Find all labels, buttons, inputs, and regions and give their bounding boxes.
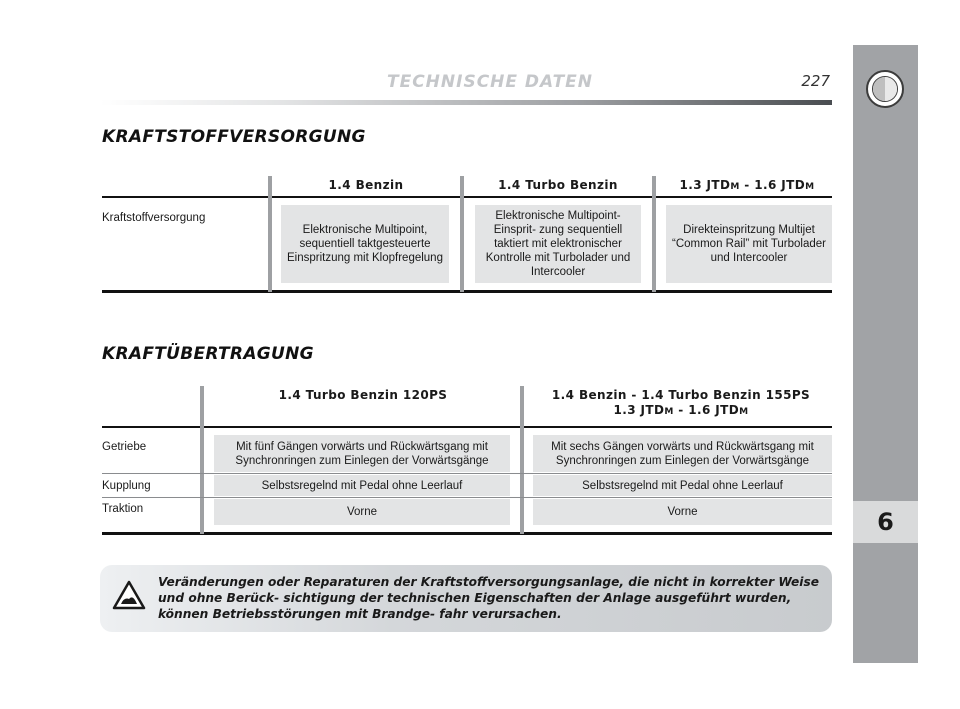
header-rule — [100, 100, 832, 105]
column-divider — [200, 386, 204, 534]
table-cell: Elektronische Multipoint, sequentiell taktgesteuerte Einspritzung mit Klopfregelung — [281, 205, 449, 283]
row-divider — [102, 473, 832, 474]
table-cell: Selbstsregelnd mit Pedal ohne Leerlauf — [214, 475, 510, 496]
column-header-1-4-turbo-benzin: 1.4 Turbo Benzin — [498, 178, 618, 192]
section-title-fuel: KRAFTSTOFFVERSORGUNG — [102, 127, 366, 147]
column-divider — [460, 176, 464, 292]
row-divider — [102, 497, 832, 498]
table-top-rule — [102, 196, 832, 198]
warning-triangle-icon — [112, 580, 146, 610]
row-label-gearbox: Getriebe — [102, 441, 147, 453]
table-bottom-rule — [102, 290, 832, 293]
table-cell: Mit sechs Gängen vorwärts und Rückwärtsgang mit Synchronringen zum Einlegen der Vorwärtsgänge — [533, 435, 832, 472]
warning-text: Veränderungen oder Reparaturen der Kraftstoffversorgungsanlage, die nicht in korrekter Weise und ohne Berück- sichtigung der technischen Eigenschaften der Anlage ausgeführt wurden, können Betriebsstörungen mit Brandge- fahr verursachen. — [158, 575, 819, 621]
column-divider — [268, 176, 272, 292]
section-title-transmission: KRAFTÜBERTRAGUNG — [102, 344, 314, 364]
table-cell: Selbstsregelnd mit Pedal ohne Leerlauf — [533, 475, 832, 496]
row-label-clutch: Kupplung — [102, 480, 151, 492]
row-label-fuel-supply: Kraftstoffversorgung — [102, 212, 206, 224]
column-header-155ps-jtdm: 1.4 Benzin - 1.4 Turbo Benzin 155PS 1.3 JTDM - 1.6 JTDM — [551, 388, 811, 417]
table-cell: Direkteinspritzung Multijet “Common Rail” mit Turbolader und Intercooler — [666, 205, 832, 283]
column-divider — [520, 386, 524, 534]
page-number: 227 — [801, 72, 830, 90]
column-divider — [652, 176, 656, 292]
table-cell: Elektronische Multipoint-Einsprit- zung sequentiell taktiert mit elektronischer Kontrolle mit Turbolader und Intercooler — [475, 205, 641, 283]
table-cell: Vorne — [214, 499, 510, 525]
column-header-jtdm: 1.3 JTDM - 1.6 JTDM — [679, 178, 815, 192]
alfa-romeo-logo-icon — [866, 70, 904, 108]
column-header-1-4-benzin: 1.4 Benzin — [328, 178, 404, 192]
table-cell: Mit fünf Gängen vorwärts und Rückwärtsgang mit Synchronringen zum Einlegen der Vorwärtsgänge — [214, 435, 510, 472]
row-label-traction: Traktion — [102, 503, 144, 515]
chapter-tab[interactable]: 6 — [853, 501, 918, 543]
table-cell: Vorne — [533, 499, 832, 525]
column-header-turbo-120ps: 1.4 Turbo Benzin 120PS — [278, 388, 448, 402]
page-header-title: TECHNISCHE DATEN — [386, 72, 594, 92]
chapter-sidebar — [853, 45, 918, 663]
table-top-rule — [102, 426, 832, 428]
table-bottom-rule — [102, 532, 832, 535]
